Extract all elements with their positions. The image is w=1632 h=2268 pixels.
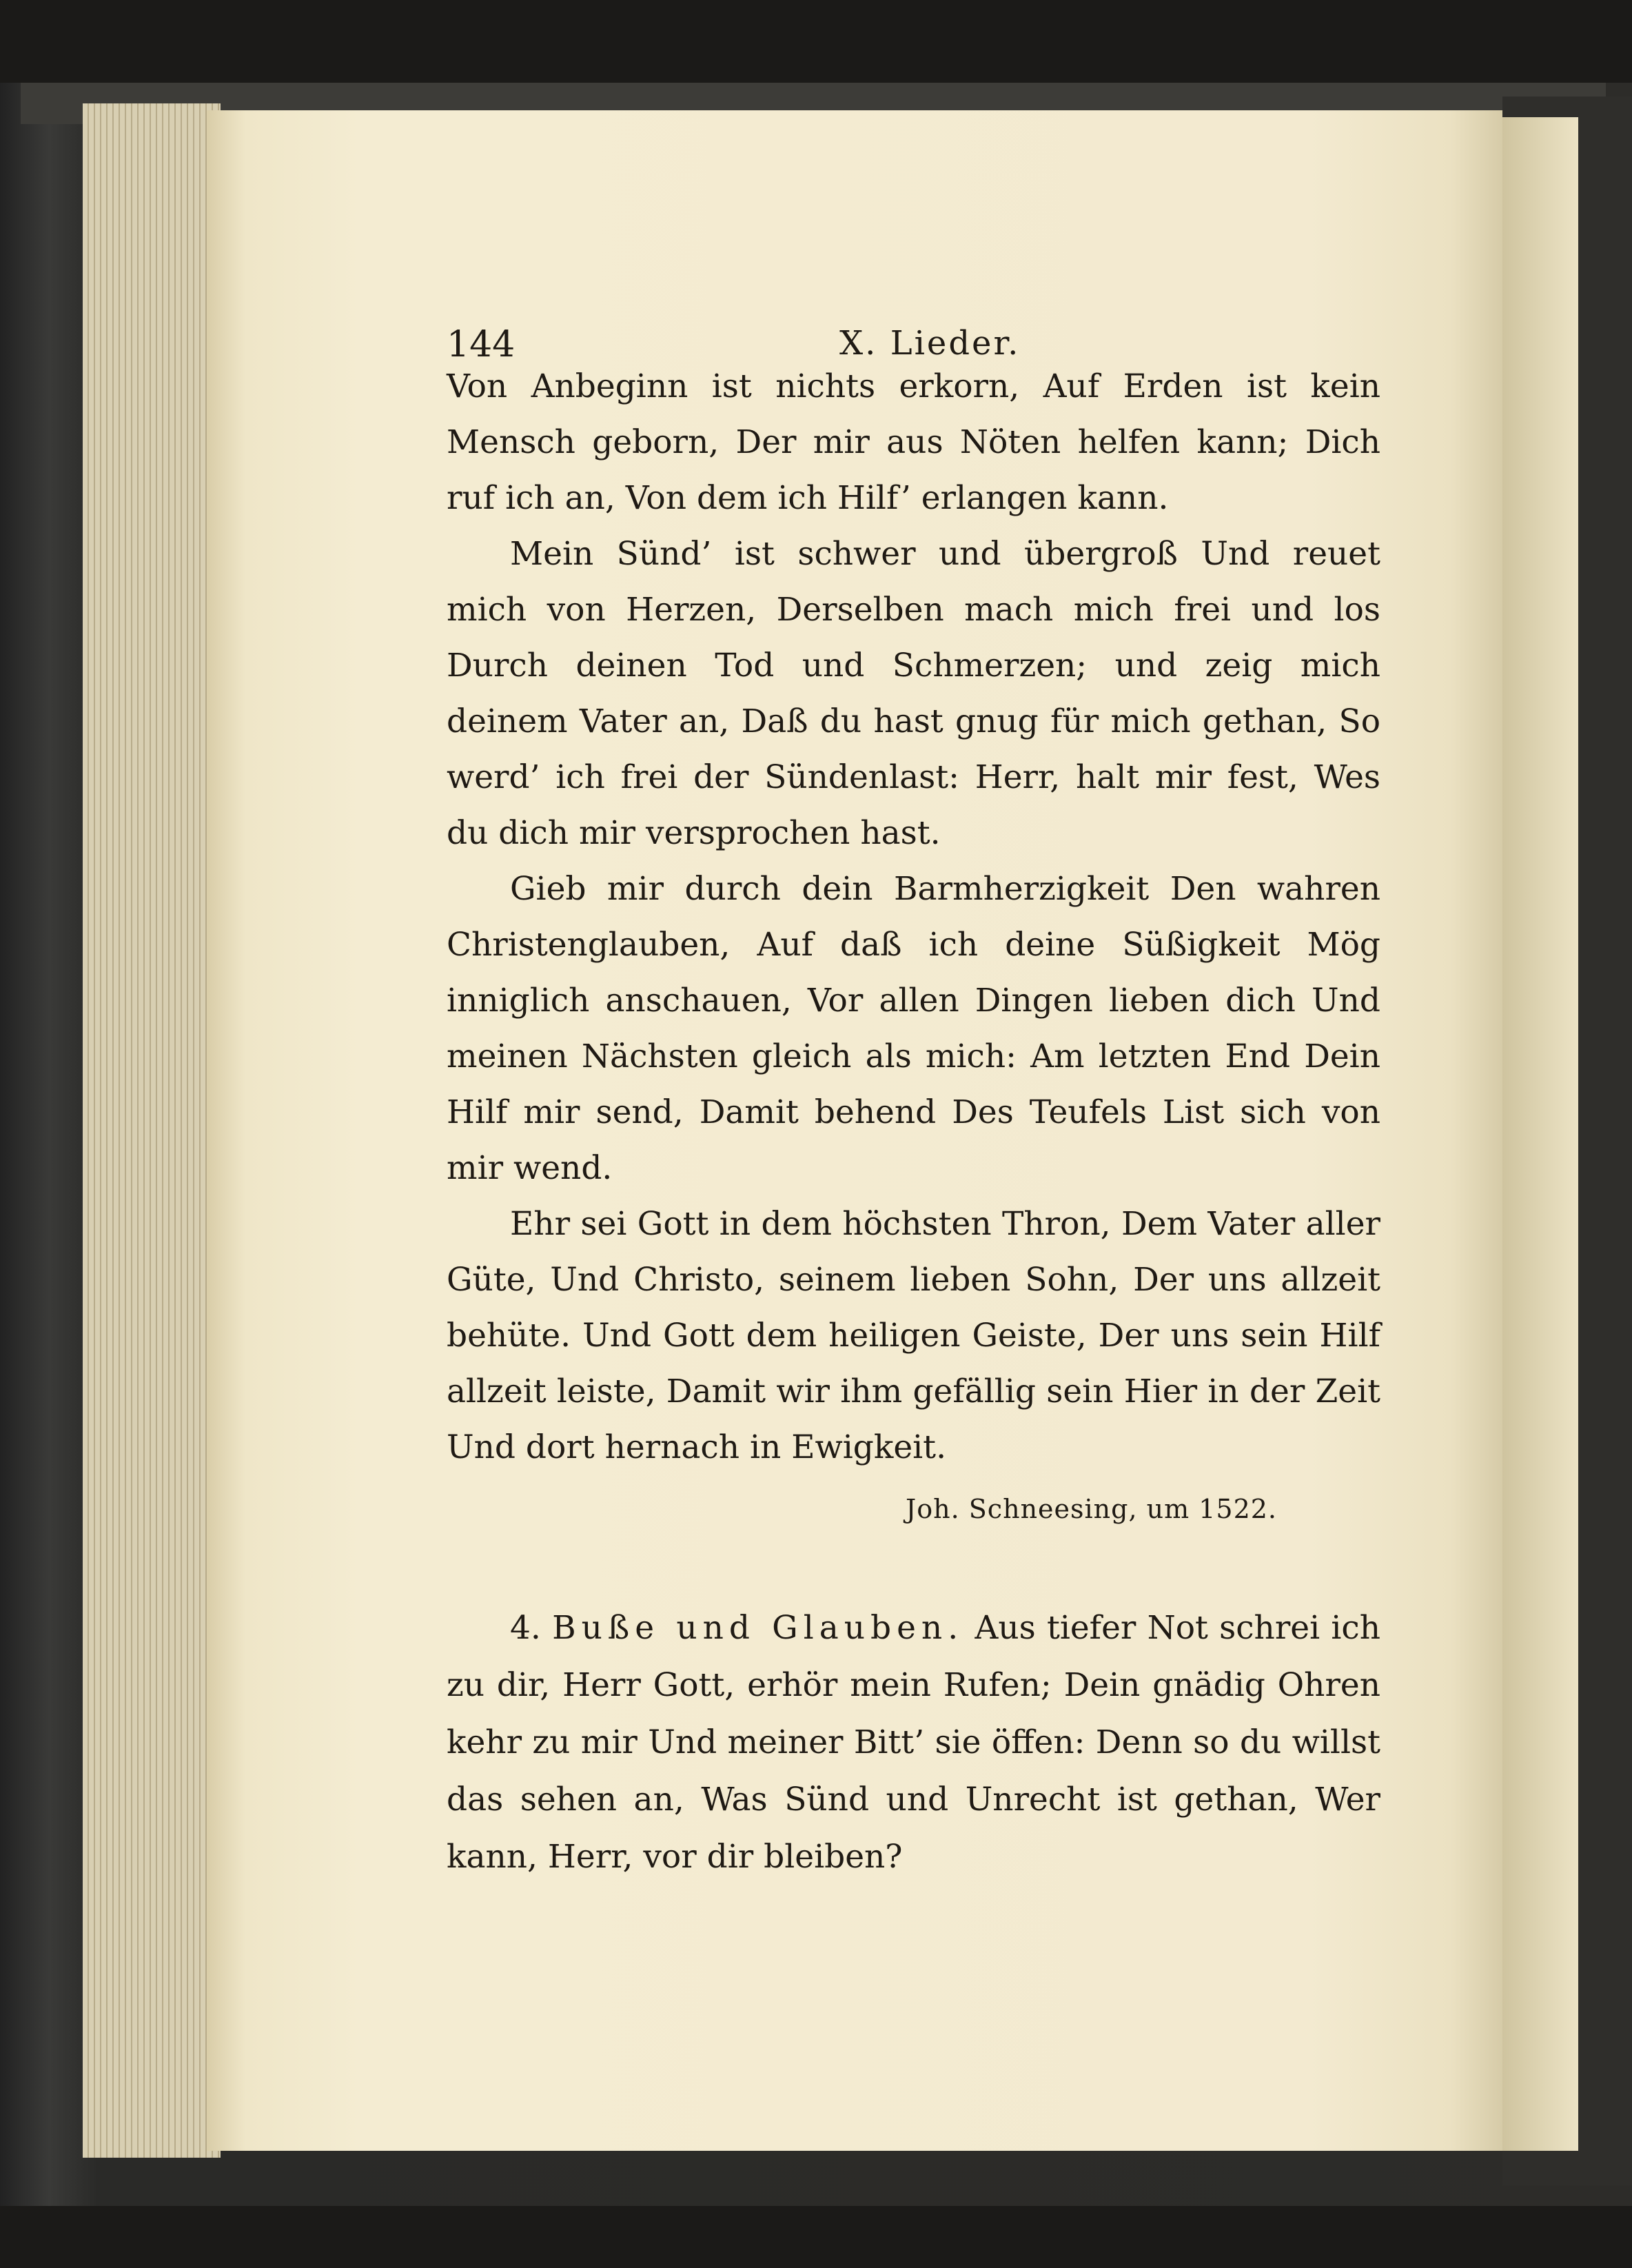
- stanza-1: Von Anbeginn ist nichts erkorn, Auf Erden ist kein Mensch geborn, Der mir aus Nöten helfen kann; Dich ruf ich an, Von dem ich Hilf’ erlangen kann.: [447, 367, 1380, 517]
- stanza-4: Ehr sei Gott in dem höchsten Thron, Dem Vater aller Güte, Und Christo, seinem lieben Sohn, Der uns allzeit behüte. Und Gott dem heiligen Geiste, Der uns sein Hilf allzeit leiste, Damit wir ihm gefällig sein Hier in der Zeit Und dort hernach in Ewigkeit.: [447, 1205, 1380, 1466]
- page-edges: [83, 103, 221, 2158]
- running-head: X. Lieder.: [839, 324, 1021, 363]
- section-number: 4.: [510, 1609, 541, 1647]
- section-title: Buße und Glauben.: [552, 1609, 964, 1647]
- section-text: Aus tiefer Not schrei ich zu dir, Herr Gott, erhör mein Rufen; Dein gnädig Ohren kehr zu mir Und meiner Bitt’ sie öffen: Denn so du willst das sehen an, Was Sünd und Unrecht ist gethan, Wer kann, Herr, vor dir bleiben?: [447, 1609, 1380, 1876]
- page-number: 144: [447, 324, 516, 365]
- author-attribution: Joh. Schneesing, um 1522.: [906, 1494, 1277, 1524]
- stanza-3: Gieb mir durch dein Barmherzigkeit Den wahren Christenglauben, Auf daß ich deine Süßigkeit Mög inniglich anschauen, Vor allen Dingen lieben dich Und meinen Nächsten gleich als mich: Am letzten End Dein Hilf mir send, Damit behend Des Teufels List sich von mir wend.: [447, 870, 1380, 1187]
- stanza-2: Mein Sünd’ ist schwer und übergroß Und reuet mich von Herzen, Derselben mach mich frei und los Durch deinen Tod und Schmerzen; und zeig mich deinem Vater an, Daß du hast gnug für mich gethan, So werd’ ich frei der Sündenlast: Herr, halt mir fest, Wes du dich mir versprochen hast.: [447, 535, 1380, 852]
- page-text: [447, 303, 1380, 1918]
- section-4: [447, 1599, 1380, 1885]
- facing-page-edge: [1502, 117, 1578, 2151]
- page-header: [447, 303, 1380, 365]
